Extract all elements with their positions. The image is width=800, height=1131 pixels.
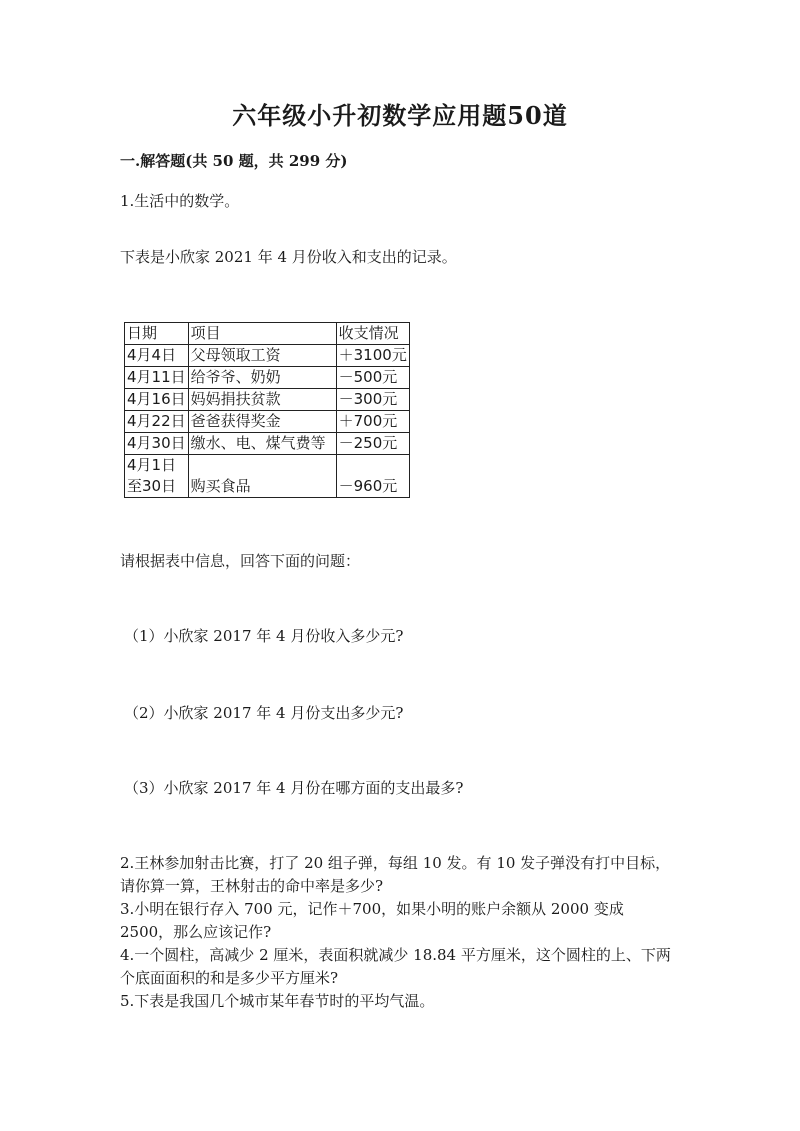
section-header: 一.解答题(共 50 题，共 299 分) — [120, 152, 348, 170]
question-1-intro: 下表是小欣家 2021 年 4 月份收入和支出的记录。 — [120, 248, 457, 266]
sub-question-3: （3）小欣家 2017 年 4 月份在哪方面的支出最多? — [124, 779, 464, 797]
table-cell-date: 4月22日 — [125, 411, 189, 433]
table-row — [125, 476, 410, 498]
question-3: 3.小明在银行存入 700 元，记作＋700，如果小明的账户余额从 2000 变成 2500，那么应该记作? — [120, 900, 624, 941]
table-cell-amount: －960元 — [336, 476, 409, 498]
table-cell-item: 给爷爷、奶奶 — [188, 367, 336, 389]
table-header-cell: 收支情况 — [336, 323, 409, 345]
table-row — [125, 455, 410, 477]
table-cell-item: 父母领取工资 — [188, 345, 336, 367]
table-row — [125, 367, 410, 389]
table-cell-item: 妈妈捐扶贫款 — [188, 389, 336, 411]
income-expense-table — [124, 322, 410, 498]
table-cell-date: 4月1日 — [125, 455, 189, 477]
question-1-prompt: 请根据表中信息，回答下面的问题： — [120, 552, 361, 570]
table-row — [125, 411, 410, 433]
table-cell-date: 4月30日 — [125, 433, 189, 455]
table-header-row — [125, 323, 410, 345]
table-cell-amount — [336, 455, 409, 477]
table-row — [125, 389, 410, 411]
question-2: 2.王林参加射击比赛，打了 20 组子弹，每组 10 发。有 10 发子弹没有打中目标，请你算一算，王林射击的命中率是多少? — [120, 854, 671, 895]
table-cell-amount: －500元 — [336, 367, 409, 389]
table-cell-amount: ＋700元 — [336, 411, 409, 433]
sub-question-1: （1）小欣家 2017 年 4 月份收入多少元? — [124, 627, 404, 645]
table-cell-item: 缴水、电、煤气费等 — [188, 433, 336, 455]
table-cell-date: 4月16日 — [125, 389, 189, 411]
question-4: 4.一个圆柱，高减少 2 厘米，表面积就减少 18.84 平方厘米，这个圆柱的上、下两个底面面积的和是多少平方厘米? — [120, 946, 671, 987]
table-cell-date: 4月4日 — [125, 345, 189, 367]
table-cell-amount: －300元 — [336, 389, 409, 411]
question-1-heading: 1.生活中的数学。 — [120, 192, 240, 210]
page-title: 六年级小升初数学应用题50道 — [232, 101, 568, 130]
table-cell-amount: －250元 — [336, 433, 409, 455]
table-cell-date: 4月11日 — [125, 367, 189, 389]
table-cell-item: 爸爸获得奖金 — [188, 411, 336, 433]
table-cell-item — [188, 455, 336, 477]
question-5: 5.下表是我国几个城市某年春节时的平均气温。 — [120, 992, 435, 1010]
table-row — [125, 433, 410, 455]
table-header-cell: 项目 — [188, 323, 336, 345]
table-cell-date: 至30日 — [125, 476, 189, 498]
table-header-cell: 日期 — [125, 323, 189, 345]
sub-question-2: （2）小欣家 2017 年 4 月份支出多少元? — [124, 704, 404, 722]
table-cell-item: 购买食品 — [188, 476, 336, 498]
table-row — [125, 345, 410, 367]
table-cell-amount: ＋3100元 — [336, 345, 409, 367]
